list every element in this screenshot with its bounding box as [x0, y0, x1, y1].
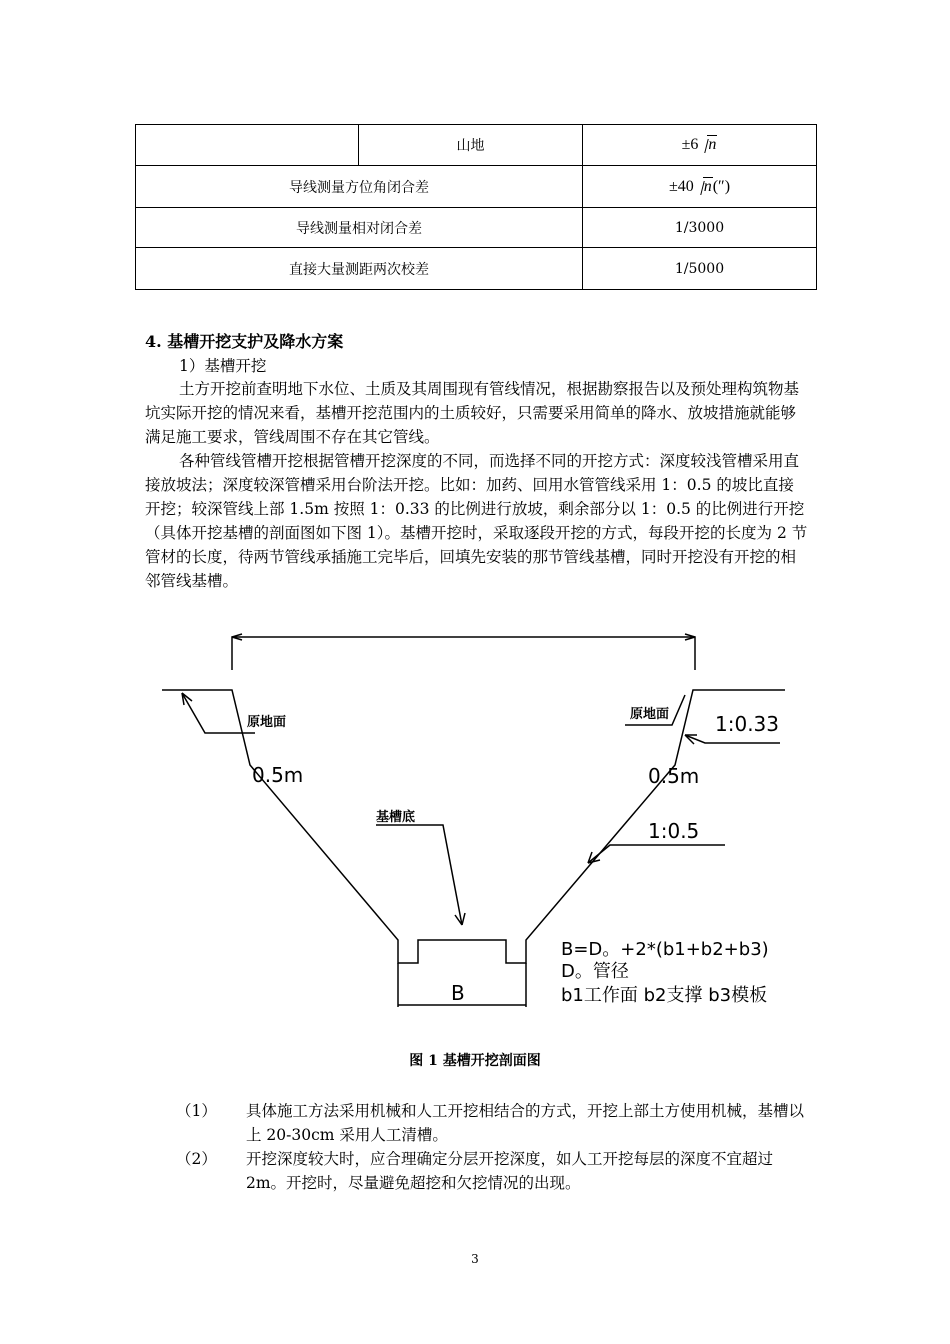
top-dimension-line [232, 637, 695, 670]
leader-base [376, 825, 462, 925]
table-row [136, 166, 817, 208]
table-cell [583, 125, 817, 166]
table-cell: 导线测量方位角闭合差 [136, 166, 583, 208]
label-base: 基槽底 [376, 810, 416, 825]
leader-ratio-upper [685, 735, 780, 743]
figure-caption: 图 1 基槽开挖剖面图 [409, 1053, 541, 1069]
table-cell: 直接大量测距两次校差 [136, 248, 583, 290]
table-cell [136, 125, 359, 166]
list-number: （2） [176, 1150, 217, 1168]
page-number: 3 [471, 1252, 479, 1266]
formula-line-1: B=D。+2*(b1+b2+b3) [561, 939, 769, 960]
tolerance-table [135, 124, 817, 290]
sqrt-symbol [698, 136, 717, 154]
value-root: n [708, 136, 717, 153]
value-prefix: ±40 [668, 177, 694, 195]
table-cell: 山地 [359, 125, 583, 166]
trench-section-figure [140, 625, 820, 1025]
item-list [176, 1099, 808, 1195]
table-row [136, 248, 817, 290]
list-text: 开挖深度较大时，应合理确定分层开挖深度，如人工开挖每层的深度不宜超过 2m。开挖时，尽量避免超挖和欠挖情况的出现。 [246, 1150, 774, 1192]
sqrt-symbol [694, 178, 713, 196]
section-title: 4. 基槽开挖支护及降水方案 [145, 332, 344, 351]
list-item [176, 1147, 808, 1195]
list-item [176, 1099, 808, 1147]
table-cell [583, 166, 817, 208]
section-subtitle: 1）基槽开挖 [179, 357, 267, 375]
label-ratio-upper: 1:0.33 [715, 712, 779, 736]
label-ground-left: 原地面 [247, 715, 287, 730]
table-cell: 导线测量相对闭合差 [136, 208, 583, 248]
label-width: B [451, 981, 465, 1005]
list-number: （1） [176, 1102, 217, 1120]
label-ground-right: 原地面 [630, 707, 670, 722]
table-row [136, 125, 817, 166]
value-suffix: (″) [712, 177, 731, 195]
leader-ground-left [182, 693, 255, 733]
leader-ratio-lower [588, 845, 725, 863]
label-step-right: 0.5m [648, 764, 700, 788]
label-step-left: 0.5m [252, 763, 304, 787]
list-text: 具体施工方法采用机械和人工开挖相结合的方式，开挖上部土方使用机械，基槽以上 20-30cm 采用人工清槽。 [246, 1102, 805, 1144]
formula-line-2: D。管径 [561, 961, 629, 982]
label-ratio-lower: 1:0.5 [648, 819, 700, 843]
formula-line-3: b1工作面 b2支撑 b3模板 [561, 985, 768, 1006]
table-cell: 1/3000 [583, 208, 817, 248]
value-prefix: ±6 [681, 136, 699, 153]
table-cell: 1/5000 [583, 248, 817, 290]
paragraph-2: 各种管线管槽开挖根据管槽开挖深度的不同，而选择不同的开挖方式：深度较浅管槽采用直接放坡法；深度较深管槽采用台阶法开挖。比如：加药、回用水管管线采用 1：0.5 的坡比直接开挖；较深管线上部 1.5m 按照 1：0.33 的比例进行放坡，剩余部分以 1：0.5 的比例进行开挖（具体开挖基槽的剖面图如下图 1）。基槽开挖时，采取逐段开挖的方式，每段开挖的长度为 2 节管材的长度，待两节管线承插施工完毕后，回填先安装的那节管线基槽，同时开挖没有开挖的相邻管线基槽。 [145, 452, 808, 590]
paragraph-1: 土方开挖前查明地下水位、土质及其周围现有管线情况，根据勘察报告以及预处理构筑物基坑实际开挖的情况来看，基槽开挖范围内的土质较好，只需要采用简单的降水、放坡措施就能够满足施工要求，管线周围不存在其它管线。 [145, 380, 800, 446]
table-row [136, 208, 817, 248]
value-root: n [703, 177, 712, 195]
body-text [145, 377, 808, 593]
